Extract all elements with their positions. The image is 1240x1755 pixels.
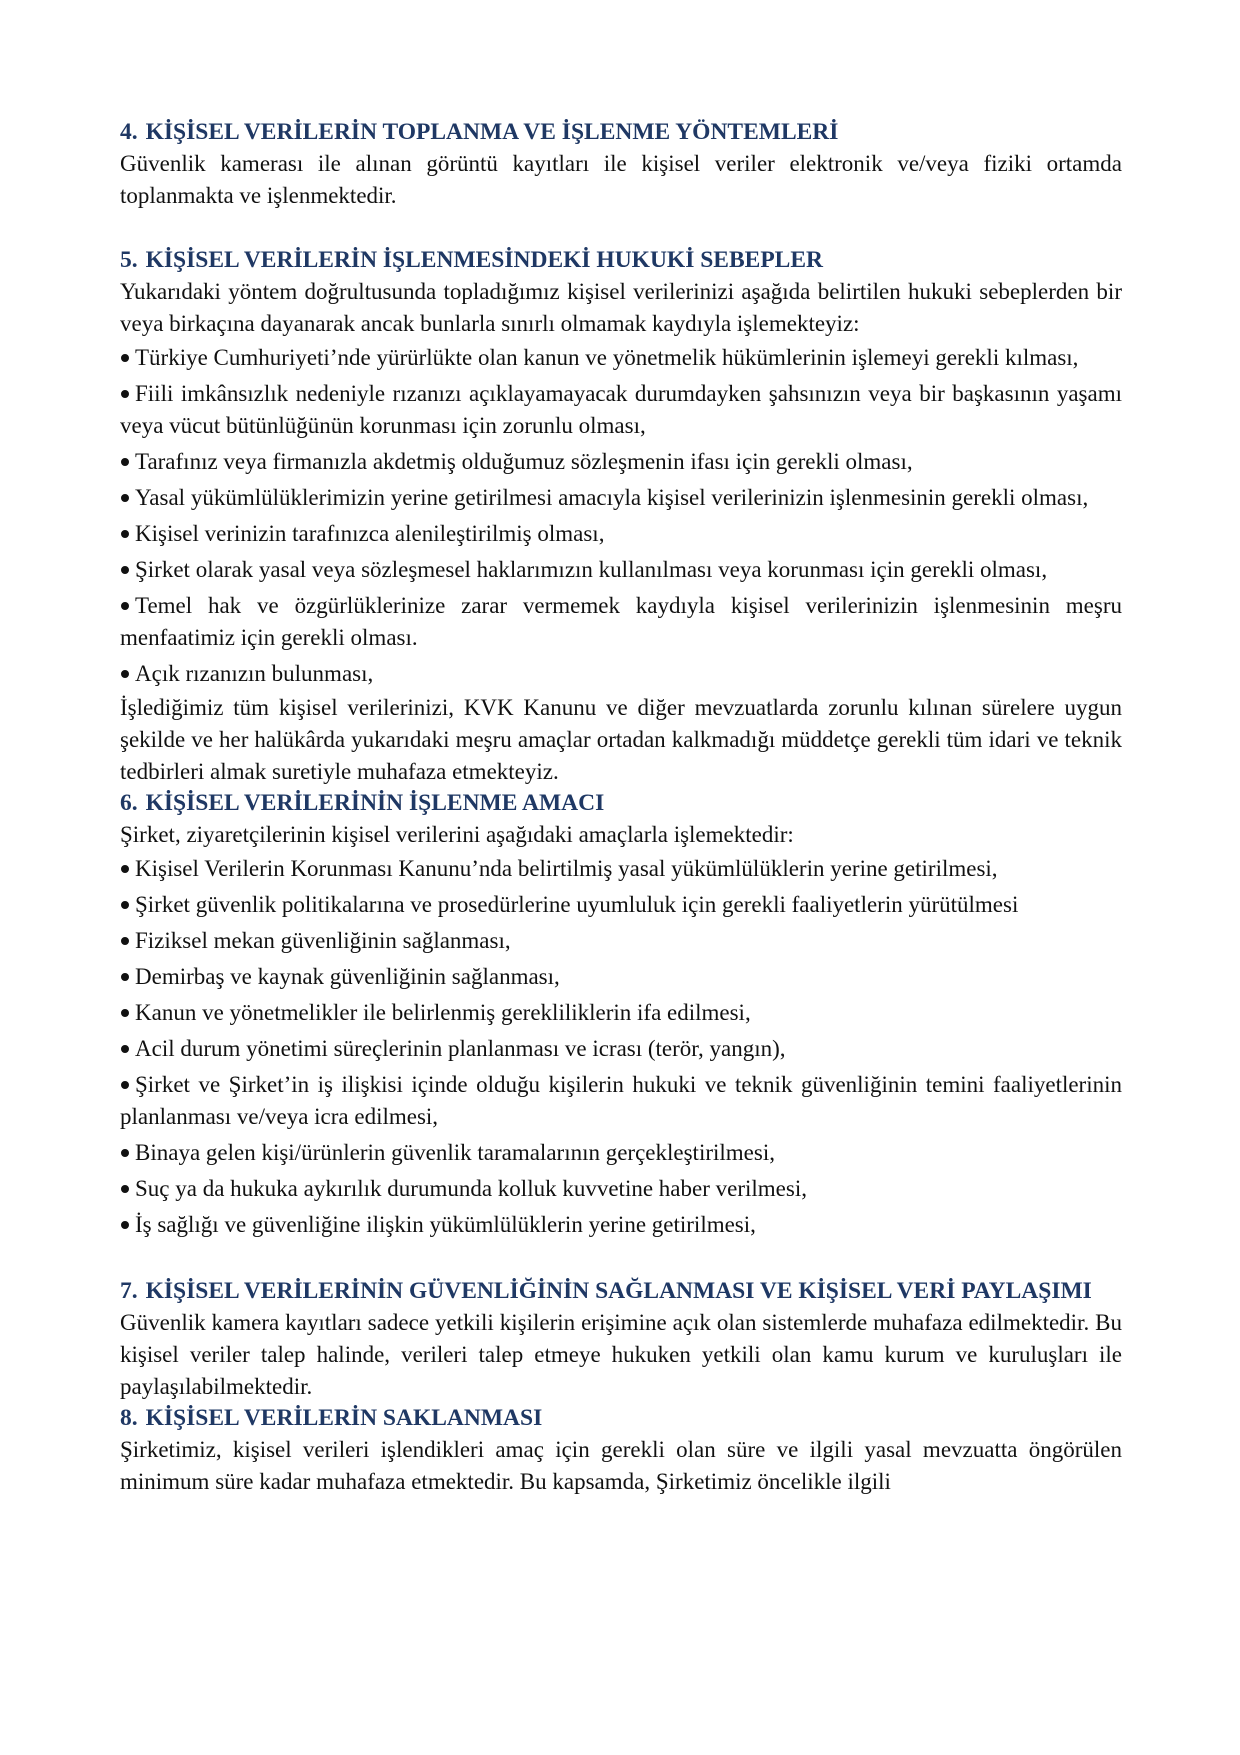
section-heading <box>120 788 1122 819</box>
list-item-text: Kişisel verinizin tarafınızca alenileştirilmiş olması, <box>135 521 605 546</box>
list-item <box>120 959 1122 995</box>
list-item <box>120 1207 1122 1243</box>
bullet-icon <box>121 354 129 362</box>
bullet-icon <box>121 458 129 466</box>
section-number: 4. <box>120 119 138 145</box>
list-item <box>120 444 1122 480</box>
bullet-icon <box>121 566 129 574</box>
paragraph: Yukarıdaki yöntem doğrultusunda topladığımız kişisel verilerinizi aşağıda belirtilen hukuki sebeplerden bir veya birkaçına dayanarak ancak bunlarla sınırlı olmamak kaydıyla işlemekteyiz: <box>120 279 1122 336</box>
list-item-text: İş sağlığı ve güvenliğine ilişkin yükümlülüklerin yerine getirilmesi, <box>135 1212 756 1237</box>
section-4 <box>120 117 1122 212</box>
list-item-text: Şirket güvenlik politikalarına ve prosedürlerine uyumluluk için gerekli faaliyetlerin yürütülmesi <box>135 892 1019 917</box>
list-item <box>120 588 1122 656</box>
list-item-text: Acil durum yönetimi süreçlerinin planlanması ve icrası (terör, yangın), <box>135 1036 786 1061</box>
list-item <box>120 1135 1122 1171</box>
section-number: 8. <box>120 1405 138 1431</box>
list-item-text: Kanun ve yönetmelikler ile belirlenmiş gerekliliklerin ifa edilmesi, <box>135 1000 751 1025</box>
list-item <box>120 376 1122 444</box>
paragraph: Şirketimiz, kişisel verileri işlendikleri amaç için gerekli olan süre ve ilgili yasal mevzuatta öngörülen minimum süre kadar muhafaza etmektedir. Bu kapsamda, Şirketimiz öncelikle ilgili <box>120 1437 1122 1494</box>
list-item-text: Şirket olarak yasal veya sözleşmesel haklarımızın kullanılması veya korunması için gerekli olması, <box>135 557 1048 582</box>
bullet-icon <box>121 1081 129 1089</box>
list-item <box>120 1067 1122 1135</box>
section-5 <box>120 245 1122 788</box>
section-8 <box>120 1403 1122 1498</box>
list-item-text: Kişisel Verilerin Korunması Kanunu’nda belirtilmiş yasal yükümlülüklerin yerine getirilmesi, <box>135 856 998 881</box>
list-item-text: Fiziksel mekan güvenliğinin sağlanması, <box>135 928 511 953</box>
list-item <box>120 887 1122 923</box>
bullet-icon <box>121 530 129 538</box>
list-item-text: Temel hak ve özgürlüklerinize zarar vermemek kaydıyla kişisel verilerinizin işlenmesinin meşru menfaatimiz için gerekli olması. <box>120 593 1122 650</box>
section-heading <box>120 1403 1122 1434</box>
paragraph: Şirket, ziyaretçilerinin kişisel verilerini aşağıdaki amaçlarla işlemektedir: <box>120 822 794 847</box>
bullet-icon <box>121 390 129 398</box>
list-item <box>120 1031 1122 1067</box>
bullet-icon <box>121 670 129 678</box>
section-title: KİŞİSEL VERİLERİN TOPLANMA VE İŞLENME YÖNTEMLERİ <box>145 119 839 145</box>
list-item-text: Yasal yükümlülüklerimizin yerine getirilmesi amacıyla kişisel verilerinizin işlenmesinin gerekli olması, <box>135 485 1089 510</box>
section-7 <box>120 1276 1122 1403</box>
section-title: KİŞİSEL VERİLERİN SAKLANMASI <box>145 1405 543 1431</box>
section-number: 6. <box>120 790 138 816</box>
list-item-text: Suç ya da hukuka aykırılık durumunda kolluk kuvvetine haber verilmesi, <box>135 1176 807 1201</box>
section-heading <box>120 117 1122 148</box>
section-heading <box>120 1276 1122 1307</box>
section-6 <box>120 788 1122 1243</box>
bullet-icon <box>121 1221 129 1229</box>
list-item <box>120 516 1122 552</box>
bullet-icon <box>121 901 129 909</box>
list-item <box>120 851 1122 887</box>
section-number: 7. <box>120 1278 138 1304</box>
bullet-icon <box>121 973 129 981</box>
document-page <box>120 117 1122 1498</box>
list-item <box>120 340 1122 376</box>
bullet-icon <box>121 494 129 502</box>
list-item <box>120 552 1122 588</box>
list-item-text: Binaya gelen kişi/ürünlerin güvenlik taramalarının gerçekleştirilmesi, <box>135 1140 775 1165</box>
list-item-text: Şirket ve Şirket’in iş ilişkisi içinde olduğu kişilerin hukuki ve teknik güvenliğinin temini faaliyetlerinin planlanması ve/veya icra edilmesi, <box>120 1072 1122 1129</box>
section-heading <box>120 245 1122 276</box>
paragraph: Güvenlik kamera kayıtları sadece yetkili kişilerin erişimine açık olan sistemlerde muhafaza edilmektedir. Bu kişisel veriler talep halinde, verileri talep etmeye hukuken yetkili olan kamu kurum ve kuruluşları ile paylaşılabilmektedir. <box>120 1310 1122 1399</box>
bullet-icon <box>121 1149 129 1157</box>
paragraph: Güvenlik kamerası ile alınan görüntü kayıtları ile kişisel veriler elektronik ve/veya fiziki ortamda toplanmakta ve işlenmektedir. <box>120 151 1122 208</box>
section-title: KİŞİSEL VERİLERİN İŞLENMESİNDEKİ HUKUKİ SEBEPLER <box>145 247 823 273</box>
bullet-icon <box>121 865 129 873</box>
section-title: KİŞİSEL VERİLERİNİN İŞLENME AMACI <box>145 790 605 816</box>
list-item <box>120 656 1122 692</box>
list-item-text: Tarafınız veya firmanızla akdetmiş olduğumuz sözleşmenin ifası için gerekli olması, <box>135 449 913 474</box>
list-item-text: Açık rızanızın bulunması, <box>135 661 374 686</box>
bullet-icon <box>121 602 129 610</box>
bullet-icon <box>121 1185 129 1193</box>
list-item <box>120 480 1122 516</box>
list-item-text: Demirbaş ve kaynak güvenliğinin sağlanması, <box>135 964 560 989</box>
bullet-icon <box>121 937 129 945</box>
section-number: 5. <box>120 247 138 273</box>
list-item-text: Türkiye Cumhuriyeti’nde yürürlükte olan kanun ve yönetmelik hükümlerinin işlemeyi gerekli kılması, <box>135 345 1079 370</box>
list-item <box>120 1171 1122 1207</box>
paragraph: İşlediğimiz tüm kişisel verilerinizi, KVK Kanunu ve diğer mevzuatlarda zorunlu kılınan sürelere uygun şekilde ve her halükârda yukarıdaki meşru amaçlar ortadan kalkmadığı müddetçe gerekli tüm idari ve teknik tedbirleri almak suretiyle muhafaza etmekteyiz. <box>120 695 1122 784</box>
list-item <box>120 923 1122 959</box>
list-item <box>120 995 1122 1031</box>
bullet-icon <box>121 1009 129 1017</box>
bullet-icon <box>121 1045 129 1053</box>
section-title: KİŞİSEL VERİLERİNİN GÜVENLİĞİNİN SAĞLANMASI VE KİŞİSEL VERİ PAYLAŞIMI <box>145 1278 1092 1304</box>
list-item-text: Fiili imkânsızlık nedeniyle rızanızı açıklayamayacak durumdayken şahsınızın veya bir başkasının yaşamı veya vücut bütünlüğünün korunması için zorunlu olması, <box>120 381 1122 438</box>
